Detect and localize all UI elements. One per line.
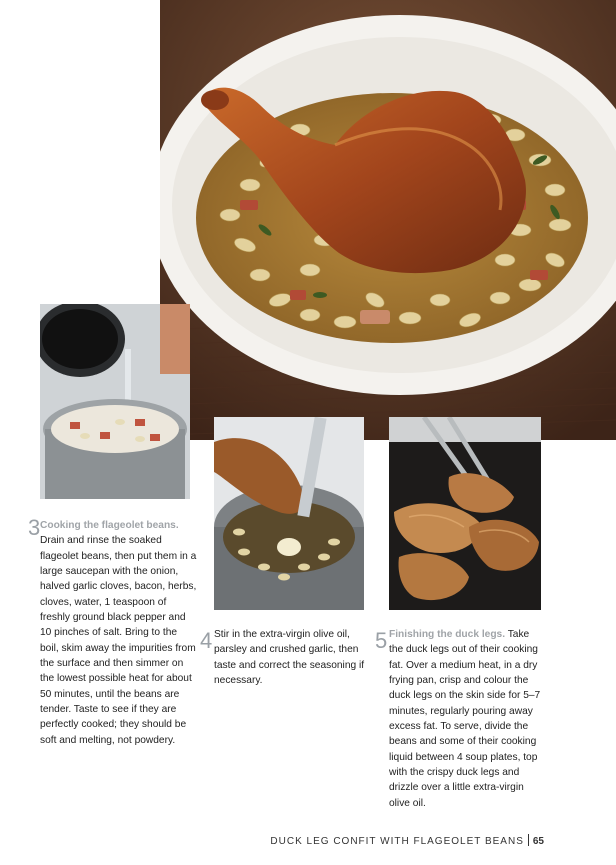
hero-dish-photo [160, 0, 616, 440]
step-number: 5 [375, 628, 388, 653]
page-footer [270, 834, 544, 847]
step-text: Drain and rinse the soaked flageolet beans, then put them in a large saucepan with the onion, halved garlic cloves, bacon, herbs, cloves, water, 1 teaspoon of freshly ground black pepper and 10 pinches of salt. Bring to the boil, skim away the impurities from the surface and then simmer on the lowest possible heat for about 50 minutes, until the beans are tender. Taste to see if they are perfectly cooked; they should be soft and melting, not powdery. [40, 535, 197, 746]
page-number: 65 [532, 836, 544, 847]
step-body [40, 518, 198, 748]
step-heading: Finishing the duck legs. [389, 629, 506, 640]
step5-photo [389, 417, 541, 610]
step4-photo [214, 417, 364, 610]
step-number: 3 [28, 515, 41, 540]
running-title: DUCK LEG CONFIT WITH FLAGEOLET BEANS [270, 836, 524, 847]
step-text: Take the duck legs out of their cooking fat. Over a medium heat, in a dry frying pan, crisp and colour the duck legs on the skin side for 5–7 minutes, regularly pouring away excess fat. To serve, divide the beans and some of their cooking liquid between 4 soup plates, top with the crispy duck legs and drizzle over a little extra-virgin olive oil. [389, 629, 541, 809]
footer-divider [528, 834, 529, 846]
step-body [214, 627, 366, 688]
step-body [389, 627, 545, 811]
step-text: Stir in the extra-virgin olive oil, parsley and crushed garlic, then taste and correct the seasoning if necessary. [214, 629, 365, 687]
step-heading: Cooking the flageolet beans. [40, 520, 179, 531]
step3-photo [40, 304, 190, 499]
step-number: 4 [200, 628, 213, 653]
